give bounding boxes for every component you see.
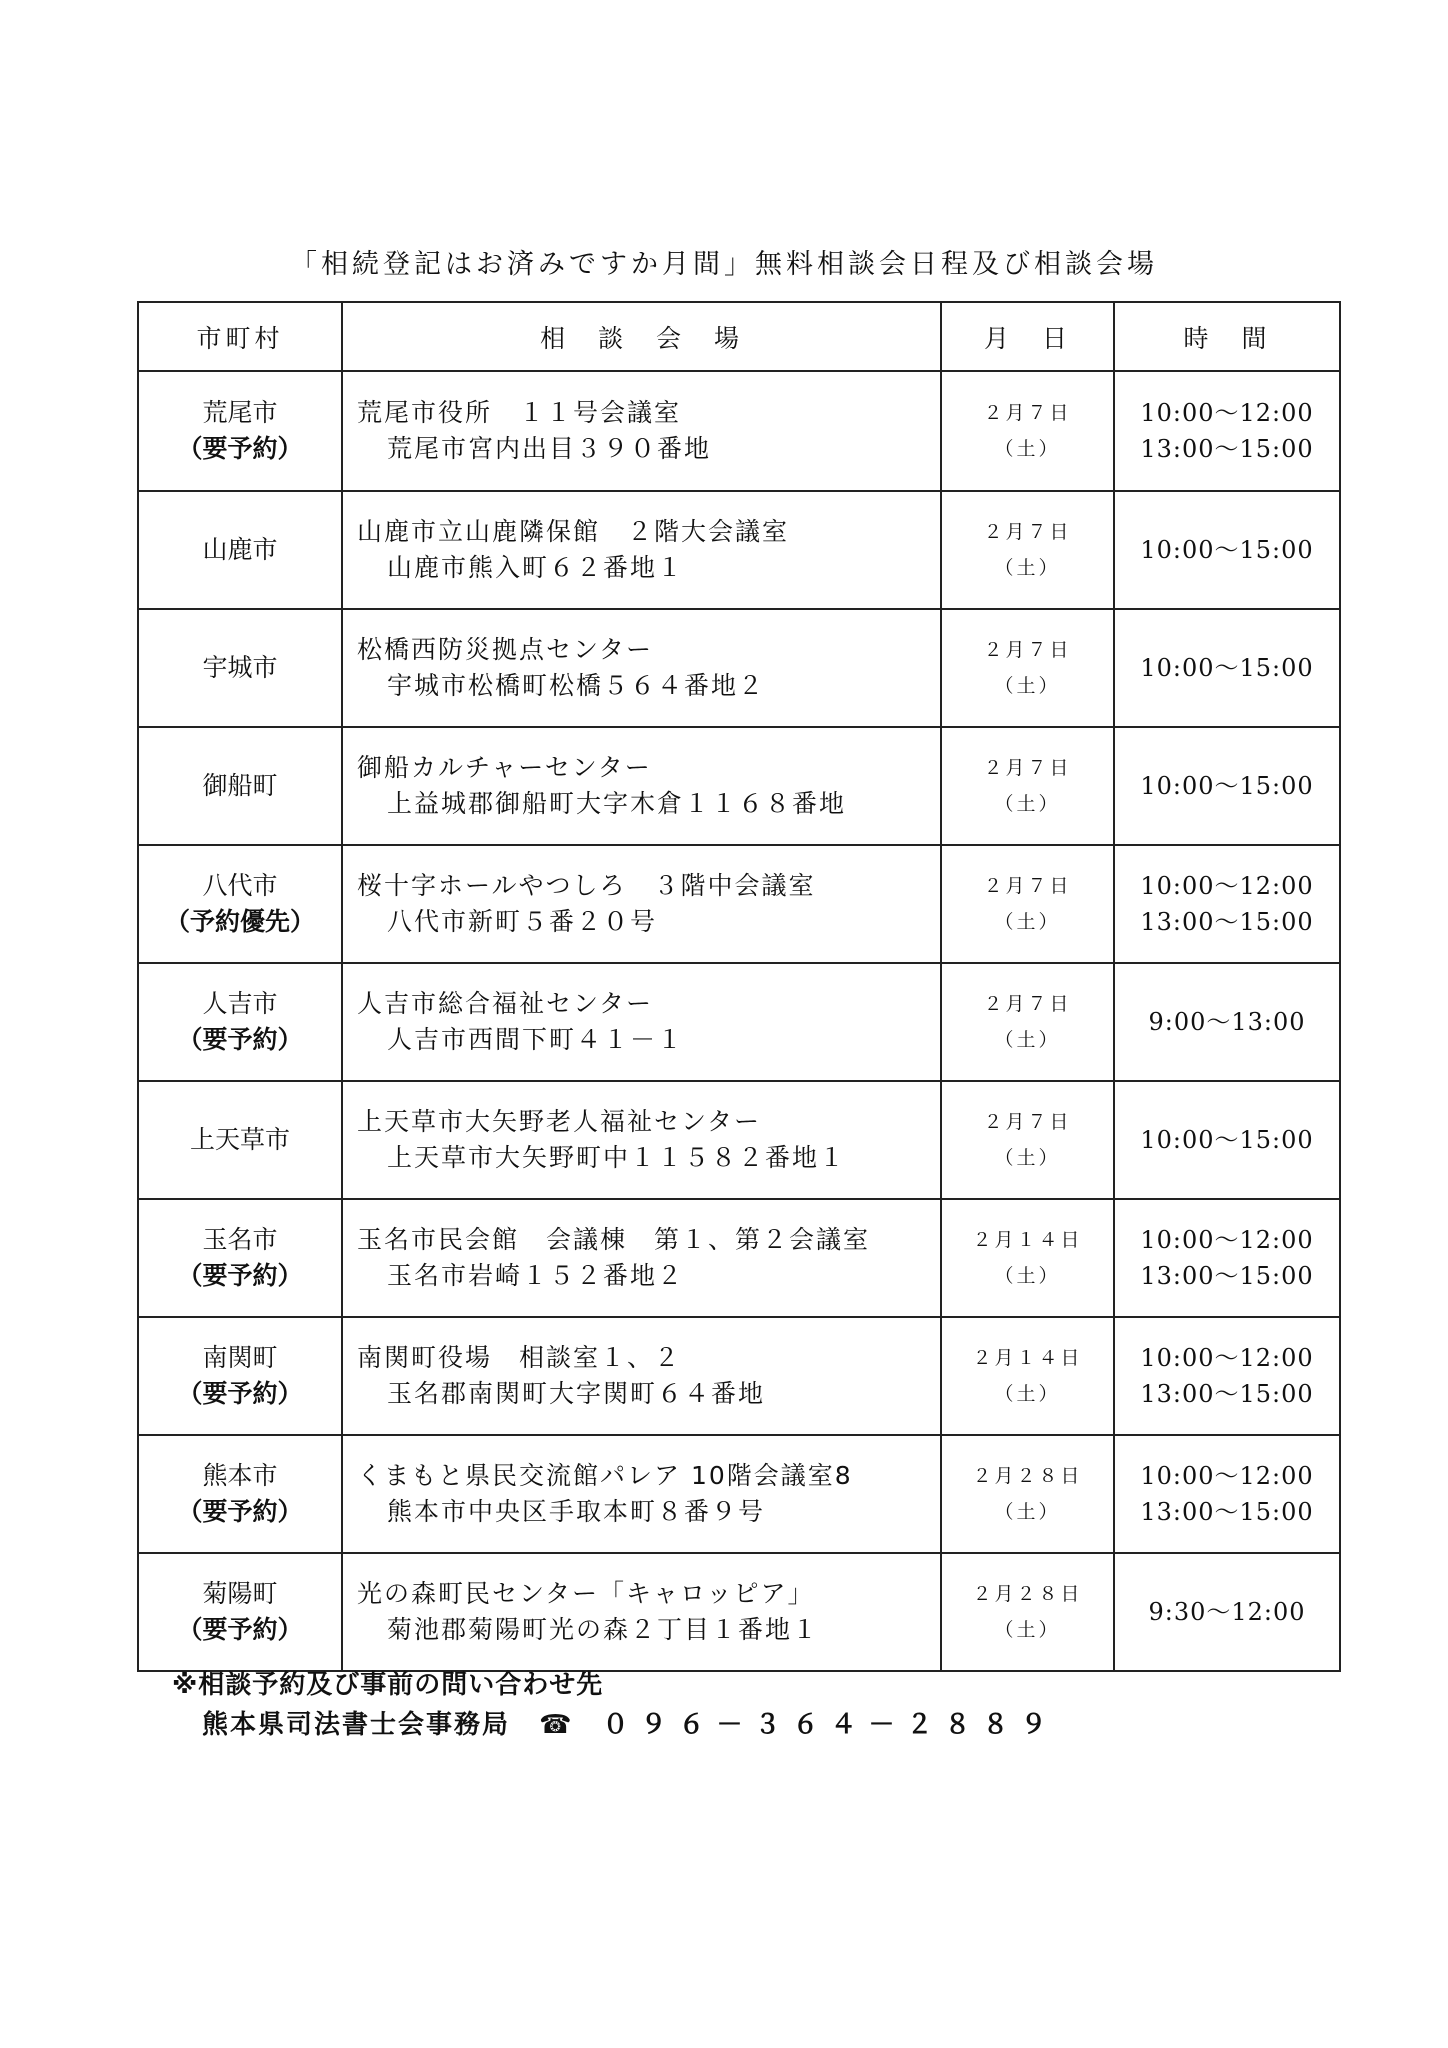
- date-value: ２月１４日: [972, 1347, 1083, 1369]
- time-slot: 13:00～15:00: [1140, 908, 1314, 936]
- date-cell: [941, 1317, 1114, 1435]
- time-slot: 10:00～12:00: [1140, 872, 1314, 900]
- venue-name: 荒尾市役所 １１号会議室: [357, 398, 682, 427]
- date-value: ２月２８日: [972, 1583, 1083, 1605]
- weekday-value: （土）: [994, 1029, 1061, 1051]
- time-cell: [1114, 1081, 1340, 1199]
- venue-address: 玉名郡南関町大字関町６４番地: [387, 1379, 766, 1408]
- table-row: [138, 727, 1340, 845]
- venue-address: 玉名市岩崎１５２番地２: [387, 1261, 685, 1290]
- weekday-value: （土）: [994, 438, 1061, 460]
- date-cell: [941, 963, 1114, 1081]
- date-value: ２月７日: [983, 639, 1072, 661]
- time-slot: 9:00～13:00: [1148, 1008, 1306, 1036]
- date-value: ２月７日: [983, 402, 1072, 424]
- table-row: [138, 491, 1340, 609]
- date-cell: [941, 1081, 1114, 1199]
- page-title: 「相続登記はお済みですか月間」無料相談会日程及び相談会場: [290, 249, 1158, 280]
- weekday-value: （土）: [994, 557, 1061, 579]
- contact-office: 熊本県司法書士会事務局: [202, 1710, 511, 1740]
- municipality-cell: [138, 845, 342, 963]
- time-slot: 10:00～15:00: [1140, 1126, 1314, 1154]
- municipality-cell: [138, 1553, 342, 1671]
- date-value: ２月７日: [983, 757, 1072, 779]
- weekday-value: （土）: [994, 1383, 1061, 1405]
- date-cell: [941, 609, 1114, 727]
- time-cell: [1114, 371, 1340, 491]
- venue-address: 山鹿市熊入町６２番地１: [387, 553, 685, 582]
- contact-footer: [172, 1665, 1059, 1745]
- date-cell: [941, 371, 1114, 491]
- time-slot: 10:00～12:00: [1140, 1462, 1314, 1490]
- time-cell: [1114, 963, 1340, 1081]
- time-slot: 10:00～12:00: [1140, 399, 1314, 427]
- table-row: [138, 1435, 1340, 1553]
- weekday-value: （土）: [994, 911, 1061, 933]
- time-cell: [1114, 609, 1340, 727]
- contact-phone: ０９６－３６４－２８８９: [602, 1710, 1059, 1740]
- date-value: ２月２８日: [972, 1465, 1083, 1487]
- venue-cell: [342, 727, 941, 845]
- reservation-note: （要予約）: [177, 1025, 303, 1054]
- municipality-name: 玉名市: [202, 1225, 278, 1254]
- time-slot: 10:00～15:00: [1140, 654, 1314, 682]
- municipality-cell: [138, 727, 342, 845]
- reservation-note: （要予約）: [177, 1379, 303, 1408]
- weekday-value: （土）: [994, 1147, 1061, 1169]
- venue-name: 上天草市大矢野老人福祉センター: [357, 1107, 762, 1136]
- municipality-cell: [138, 371, 342, 491]
- header-venue: 相 談 会 場: [342, 302, 941, 371]
- table-row: [138, 1081, 1340, 1199]
- consultation-schedule-table: [137, 301, 1341, 1672]
- time-slot: 13:00～15:00: [1140, 1498, 1314, 1526]
- time-slot: 10:00～12:00: [1140, 1226, 1314, 1254]
- venue-cell: [342, 609, 941, 727]
- time-slot: 13:00～15:00: [1140, 1262, 1314, 1290]
- time-cell: [1114, 491, 1340, 609]
- date-value: ２月７日: [983, 1111, 1072, 1133]
- venue-address: 宇城市松橋町松橋５６４番地２: [387, 671, 766, 700]
- municipality-name: 宇城市: [202, 653, 278, 682]
- time-slot: 13:00～15:00: [1140, 1380, 1314, 1408]
- table-row: [138, 609, 1340, 727]
- date-value: ２月７日: [983, 875, 1072, 897]
- time-slot: 9:30～12:00: [1148, 1598, 1306, 1626]
- venue-cell: [342, 845, 941, 963]
- phone-icon: ☎: [539, 1710, 574, 1740]
- header-time: 時 間: [1114, 302, 1340, 371]
- venue-name: 光の森町民センター「キャロッピア」: [357, 1579, 815, 1608]
- table-row: [138, 1553, 1340, 1671]
- venue-cell: [342, 1435, 941, 1553]
- venue-address: 菊池郡菊陽町光の森２丁目１番地１: [387, 1615, 820, 1644]
- header-municipality: 市町村: [138, 302, 342, 371]
- time-slot: 10:00～15:00: [1140, 772, 1314, 800]
- municipality-cell: [138, 1435, 342, 1553]
- municipality-cell: [138, 1199, 342, 1317]
- contact-line: [172, 1705, 1059, 1745]
- municipality-name: 山鹿市: [202, 535, 278, 564]
- reservation-note: （要予約）: [177, 1615, 303, 1644]
- time-cell: [1114, 1199, 1340, 1317]
- venue-name: 人吉市総合福祉センター: [357, 989, 654, 1018]
- table-row: [138, 845, 1340, 963]
- municipality-cell: [138, 1081, 342, 1199]
- date-cell: [941, 845, 1114, 963]
- reservation-note: （要予約）: [177, 1261, 303, 1290]
- venue-cell: [342, 963, 941, 1081]
- table-row: [138, 371, 1340, 491]
- municipality-name: 上天草市: [189, 1125, 290, 1154]
- venue-cell: [342, 1199, 941, 1317]
- venue-cell: [342, 371, 941, 491]
- venue-name: 南関町役場 相談室１、２: [357, 1343, 682, 1372]
- venue-name: 玉名市民会館 会議棟 第１、第２会議室: [357, 1225, 871, 1254]
- venue-address: 熊本市中央区手取本町８番９号: [387, 1497, 766, 1526]
- venue-name: くまもと県民交流館パレア 10階会議室8: [357, 1461, 853, 1490]
- municipality-name: 菊陽町: [202, 1579, 278, 1608]
- weekday-value: （土）: [994, 1619, 1061, 1641]
- venue-address: 上天草市大矢野町中１１５８２番地１: [387, 1143, 847, 1172]
- date-cell: [941, 1199, 1114, 1317]
- venue-name: 御船カルチャーセンター: [357, 753, 652, 782]
- table-body: [138, 371, 1340, 1671]
- municipality-name: 人吉市: [202, 989, 278, 1018]
- municipality-name: 御船町: [202, 771, 278, 800]
- weekday-value: （土）: [994, 1501, 1061, 1523]
- venue-address: 荒尾市宮内出目３９０番地: [387, 434, 712, 463]
- venue-name: 桜十字ホールやつしろ ３階中会議室: [357, 871, 816, 900]
- header-date: 月 日: [941, 302, 1114, 371]
- table-row: [138, 963, 1340, 1081]
- date-cell: [941, 491, 1114, 609]
- reservation-note: （予約優先）: [164, 907, 315, 936]
- time-cell: [1114, 845, 1340, 963]
- weekday-value: （土）: [994, 675, 1061, 697]
- time-cell: [1114, 1317, 1340, 1435]
- venue-cell: [342, 491, 941, 609]
- venue-cell: [342, 1317, 941, 1435]
- municipality-name: 南関町: [202, 1343, 278, 1372]
- time-cell: [1114, 727, 1340, 845]
- venue-cell: [342, 1553, 941, 1671]
- date-value: ２月７日: [983, 993, 1072, 1015]
- contact-note: ※相談予約及び事前の問い合わせ先: [172, 1670, 604, 1700]
- table-row: [138, 1199, 1340, 1317]
- date-cell: [941, 727, 1114, 845]
- venue-name: 山鹿市立山鹿隣保館 ２階大会議室: [357, 517, 790, 546]
- venue-address: 八代市新町５番２０号: [387, 907, 658, 936]
- time-cell: [1114, 1435, 1340, 1553]
- municipality-cell: [138, 491, 342, 609]
- weekday-value: （土）: [994, 1265, 1061, 1287]
- reservation-note: （要予約）: [177, 1497, 303, 1526]
- municipality-name: 八代市: [202, 871, 278, 900]
- date-value: ２月１４日: [972, 1229, 1083, 1251]
- venue-address: 上益城郡御船町大字木倉１１６８番地: [387, 789, 847, 818]
- time-slot: 10:00～12:00: [1140, 1344, 1314, 1372]
- municipality-cell: [138, 963, 342, 1081]
- venue-address: 人吉市西間下町４１－１: [387, 1025, 685, 1054]
- reservation-note: （要予約）: [177, 434, 303, 463]
- date-value: ２月７日: [983, 521, 1072, 543]
- time-cell: [1114, 1553, 1340, 1671]
- municipality-cell: [138, 1317, 342, 1435]
- date-cell: [941, 1435, 1114, 1553]
- weekday-value: （土）: [994, 793, 1061, 815]
- time-slot: 10:00～15:00: [1140, 536, 1314, 564]
- table-header-row: [138, 302, 1340, 371]
- municipality-cell: [138, 609, 342, 727]
- time-slot: 13:00～15:00: [1140, 435, 1314, 463]
- table-row: [138, 1317, 1340, 1435]
- date-cell: [941, 1553, 1114, 1671]
- municipality-name: 熊本市: [202, 1461, 278, 1490]
- municipality-name: 荒尾市: [202, 398, 278, 427]
- venue-name: 松橋西防災拠点センター: [357, 635, 654, 664]
- venue-cell: [342, 1081, 941, 1199]
